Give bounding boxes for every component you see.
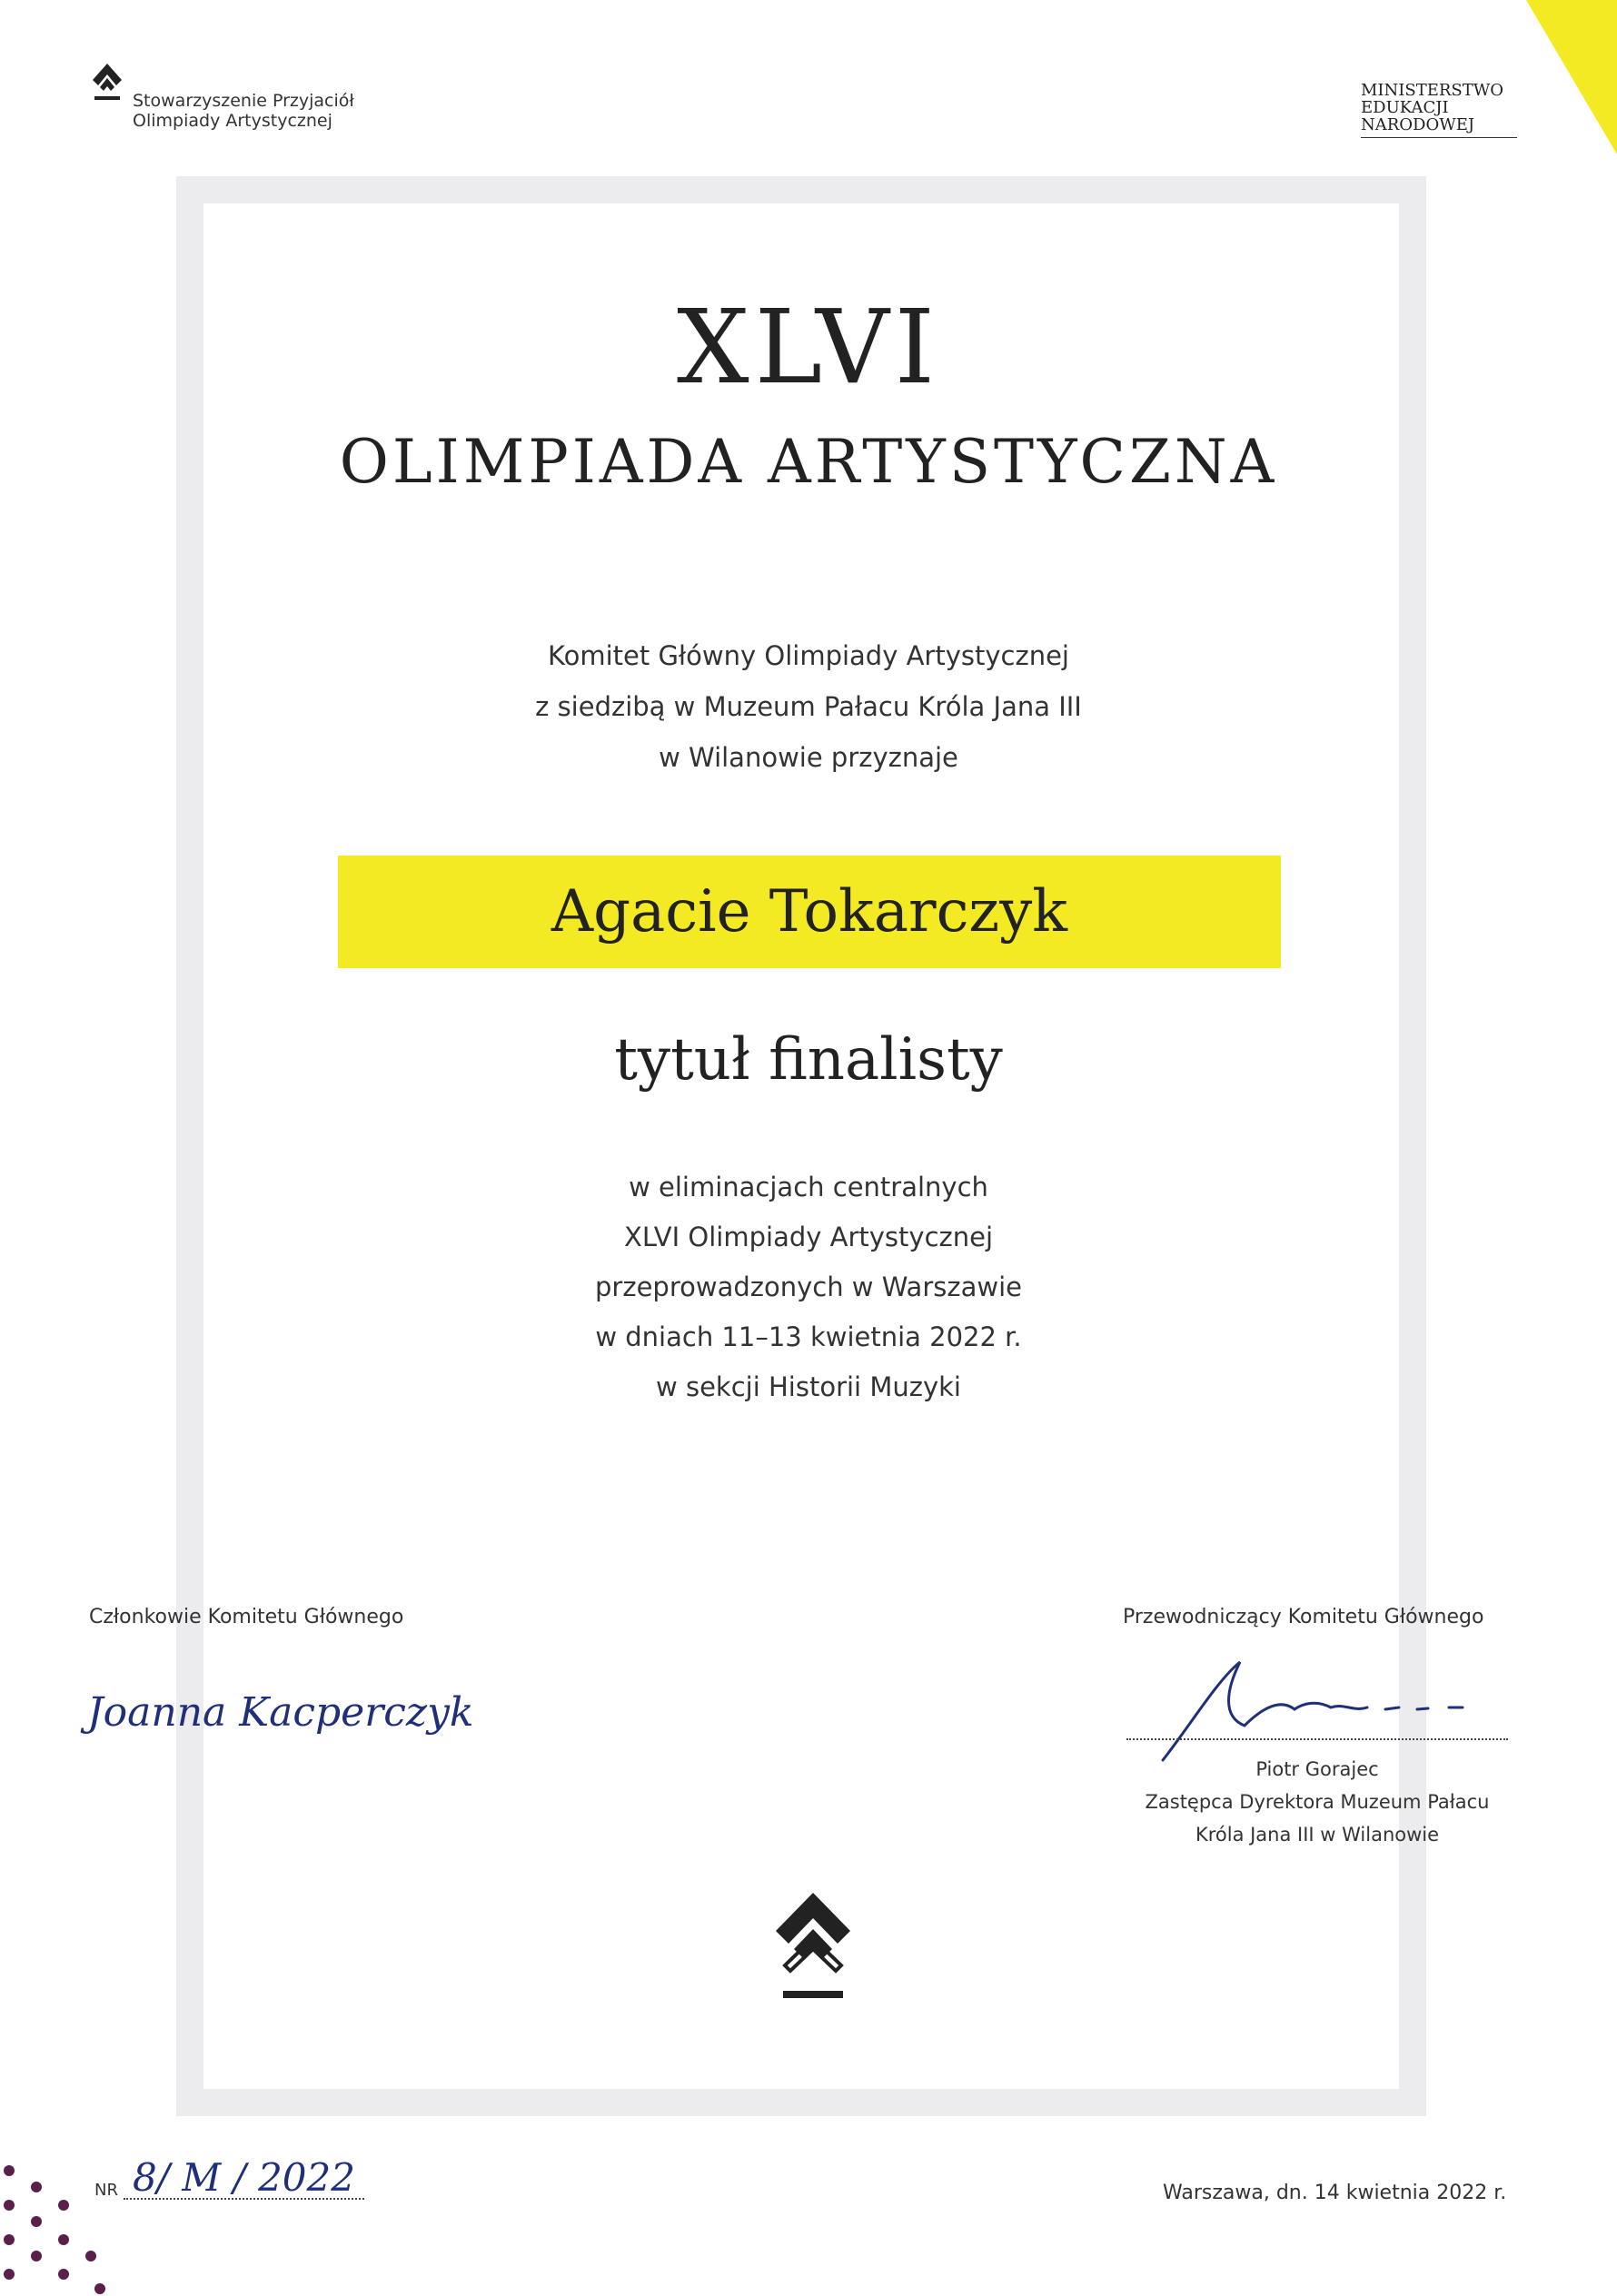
members-label: Członkowie Komitetu Głównego bbox=[89, 1606, 404, 1628]
award-title: tytuł finalisty bbox=[614, 1026, 1003, 1094]
chair-label: Przewodniczący Komitetu Głównego bbox=[1123, 1606, 1484, 1628]
committee-line: w Wilanowie przyznaje bbox=[659, 742, 958, 773]
recipient-name: Agacie Tokarczyk bbox=[551, 878, 1068, 945]
details-line: XLVI Olimpiady Artystycznej bbox=[623, 1222, 994, 1252]
ministry-underline bbox=[1361, 137, 1517, 138]
ministry-line1: MINISTERSTWO bbox=[1361, 81, 1504, 100]
chair-signature-line bbox=[1126, 1738, 1508, 1740]
chair-details bbox=[1126, 1753, 1508, 1851]
ministry-line3: NARODOWEJ bbox=[1361, 115, 1475, 134]
chair-role-line2: Króla Jana III w Wilanowie bbox=[1195, 1824, 1440, 1846]
committee-line: Komitet Główny Olimpiady Artystycznej bbox=[548, 640, 1069, 671]
committee-statement bbox=[0, 630, 1617, 783]
olympiad-logo-icon bbox=[772, 1889, 854, 2005]
award-details bbox=[0, 1163, 1617, 1412]
chair-role-line1: Zastępca Dyrektora Muzeum Pałacu bbox=[1145, 1791, 1490, 1813]
chair-name: Piotr Gorajec bbox=[1255, 1758, 1379, 1780]
recipient-banner bbox=[338, 856, 1281, 968]
details-line: w dniach 11–13 kwietnia 2022 r. bbox=[595, 1321, 1022, 1352]
details-line: w eliminacjach centralnych bbox=[629, 1172, 988, 1202]
number-label: NR bbox=[94, 2181, 118, 2200]
certificate-number bbox=[94, 2155, 364, 2200]
organization-header bbox=[91, 62, 354, 131]
details-line: przeprowadzonych w Warszawie bbox=[595, 1272, 1022, 1302]
committee-line: z siedzibą w Muzeum Pałacu Króla Jana III bbox=[535, 691, 1082, 722]
association-logo-icon bbox=[91, 62, 124, 102]
olympiad-edition: XLVI bbox=[677, 289, 940, 407]
members-signature: Joanna Kacperczyk bbox=[87, 1689, 474, 1736]
organization-name-line2: Olimpiady Artystycznej bbox=[133, 111, 332, 131]
place-and-date: Warszawa, dn. 14 kwietnia 2022 r. bbox=[1163, 2182, 1507, 2204]
ministry-logo bbox=[1361, 82, 1517, 138]
number-value: 8/ M / 2022 bbox=[124, 2158, 364, 2200]
details-line: w sekcji Historii Muzyki bbox=[656, 1371, 961, 1402]
olympiad-name: OLIMPIADA ARTYSTYCZNA bbox=[339, 427, 1278, 497]
organization-name-line1: Stowarzyszenie Przyjaciół bbox=[133, 91, 354, 111]
ministry-line2: EDUKACJI bbox=[1361, 98, 1449, 117]
chair-signature bbox=[1136, 1653, 1526, 1762]
